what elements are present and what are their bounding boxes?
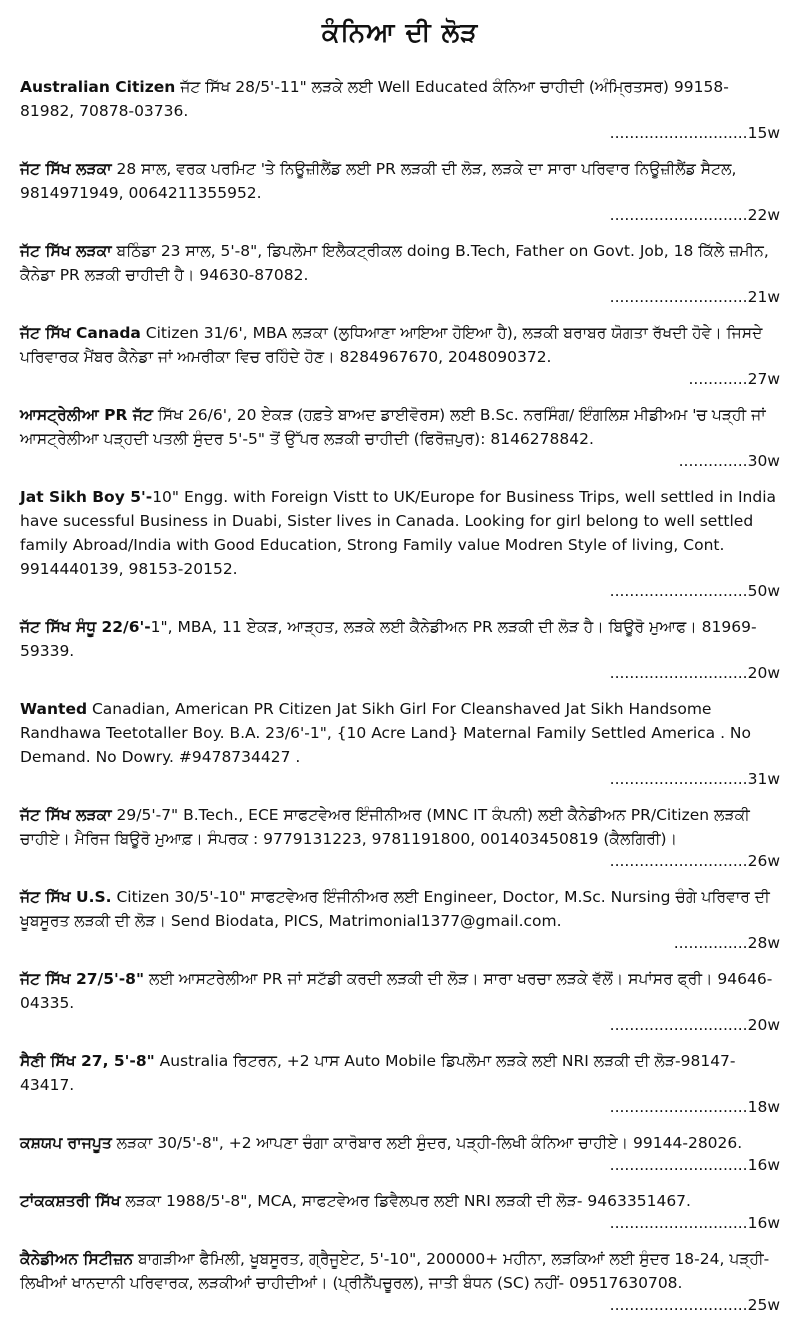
classified-ad bbox=[20, 157, 780, 227]
ad-list bbox=[20, 75, 780, 1317]
ad-code: ............................26w bbox=[609, 852, 780, 870]
ad-text: ਲੜਕਾ 1988/5'-8", MCA, ਸਾਫਟਵੇਅਰ ਡਿਵੈਲਪਰ ਲਈ NRI ਲੜਕੀ ਦੀ ਲੋੜ- 9463351467. bbox=[120, 1192, 691, 1210]
ad-code: ............................21w bbox=[609, 288, 780, 306]
classified-ad bbox=[20, 697, 780, 791]
ad-text: ਲਈ ਆਸਟਰੇਲੀਆ PR ਜਾਂ ਸਟੱਡੀ ਕਰਦੀ ਲੜਕੀ ਦੀ ਲੋੜ। ਸਾਰਾ ਖਰਚਾ ਲੜਕੇ ਵੱਲੋਂ। ਸਪਾਂਸਰ ਫ੍ਰੀ। 94646-04335. bbox=[20, 970, 773, 1012]
ad-code: ............................15w bbox=[609, 124, 780, 142]
ad-body bbox=[20, 1247, 780, 1295]
ad-code: ............................18w bbox=[609, 1098, 780, 1116]
ad-lead: ਕੈਨੇਡੀਅਨ ਸਿਟੀਜ਼ਨ bbox=[20, 1250, 134, 1268]
classified-ad bbox=[20, 485, 780, 603]
ad-lead: ਜੱਟ ਸਿੱਖ ਲੜਕਾ bbox=[20, 242, 112, 260]
ad-body bbox=[20, 967, 780, 1015]
page-title: ਕੰਨਿਆ ਦੀ ਲੋੜ bbox=[321, 18, 479, 48]
classified-ad bbox=[20, 803, 780, 873]
classified-ad bbox=[20, 75, 780, 145]
ad-lead: ਜੱਟ ਸਿੱਖ ਲੜਕਾ bbox=[20, 806, 112, 824]
ad-text: ਸਿੱਖ 26/6', 20 ਏਕੜ (ਹਫ਼ਤੇ ਬਾਅਦ ਡਾਈਵੋਰਸ) ਲਈ B.Sc. ਨਰਸਿੰਗ/ ਇੰਗਲਿਸ਼ ਮੀਡੀਅਮ 'ਚ ਪੜ੍ਹੀ ਜਾਂ ਆਸਟ੍ਰੇਲੀਆ ਪੜ੍ਹਦੀ ਪਤਲੀ ਸੁੰਦਰ 5'-5" ਤੋਂ ਉੱਪਰ ਲੜਕੀ ਚਾਹੀਦੀ (ਫਿਰੋਜ਼ਪੁਰ): 8146278842. bbox=[20, 406, 766, 448]
classified-ad bbox=[20, 1049, 780, 1119]
ad-text: ਲੜਕਾ 30/5'-8", +2 ਆਪਣਾ ਚੰਗਾ ਕਾਰੋਬਾਰ ਲਈ ਸੁੰਦਰ, ਪੜ੍ਹੀ-ਲਿਖੀ ਕੰਨਿਆ ਚਾਹੀਏ। 99144-28026. bbox=[111, 1134, 743, 1152]
classified-ad bbox=[20, 1189, 780, 1235]
ad-body bbox=[20, 615, 780, 663]
ad-lead: ਟਾਂਕਕਸ਼ਤਰੀ ਸਿੱਖ bbox=[20, 1192, 121, 1210]
ad-code: ............................16w bbox=[609, 1214, 780, 1232]
ad-lead: Wanted bbox=[20, 700, 88, 718]
ad-text: Australia ਰਿਟਰਨ, +2 ਪਾਸ Auto Mobile ਡਿਪਲੋਮਾ ਲੜਕੇ ਲਈ NRI ਲੜਕੀ ਦੀ ਲੋੜ-98147-43417. bbox=[20, 1052, 736, 1094]
ad-text: Canadian, American PR Citizen Jat Sikh Girl For Cleanshaved Jat Sikh Handsome Randhawa Teetotaller Boy. B.A. 23/6'-1", {10 Acre Land} Maternal Family Settled America . No Demand. No Dowry. #9478734427 . bbox=[20, 700, 752, 766]
ad-body bbox=[20, 1049, 780, 1097]
ad-lead: ਜੱਟ ਸਿੱਖ Canada bbox=[20, 324, 141, 342]
ad-text: ਜੱਟ ਸਿੱਖ 28/5'-11" ਲੜਕੇ ਲਈ Well Educated ਕੰਨਿਆ ਚਾਹੀਦੀ (ਅੰਮ੍ਰਿਤਸਰ) 99158-81982, 70878-03736. bbox=[20, 78, 729, 120]
ad-lead: ਸੈਣੀ ਸਿੱਖ 27, 5'-8" bbox=[20, 1052, 155, 1070]
ad-lead: Jat Sikh Boy 5'- bbox=[20, 488, 153, 506]
ad-body bbox=[20, 157, 780, 205]
ad-code: ............27w bbox=[688, 370, 780, 388]
ad-text: ਬਾਗੜੀਆ ਫੈਮਿਲੀ, ਖੂਬਸੂਰਤ, ਗ੍ਰੈਜੂਏਟ, 5'-10", 200000+ ਮਹੀਨਾ, ਲੜਕਿਆਂ ਲਈ ਸੁੰਦਰ 18-24, ਪੜ੍ਹੀ-ਲਿਖੀਆਂ ਖਾਨਦਾਨੀ ਪਰਿਵਾਰਕ, ਲੜਕੀਆਂ ਚਾਹੀਦੀਆਂ। (ਪ੍ਰੀਨੈਂਪਚੂਰਲ), ਜਾਤੀ ਬੰਧਨ (SC) ਨਹੀਂ- 09517630708. bbox=[20, 1250, 770, 1292]
ad-lead: ਜੱਟ ਸਿੱਖ 27/5'-8" bbox=[20, 970, 145, 988]
classified-ad bbox=[20, 321, 780, 391]
ad-text: 1", MBA, 11 ਏਕੜ, ਆੜ੍ਹਤ, ਲੜਕੇ ਲਈ ਕੈਨੇਡੀਅਨ PR ਲੜਕੀ ਦੀ ਲੋੜ ਹੈ। ਬਿਊਰੋ ਮੁਆਫ। 81969-59339. bbox=[20, 618, 757, 660]
ad-body bbox=[20, 885, 780, 933]
ad-code: ............................20w bbox=[609, 1016, 780, 1034]
ad-code: ............................50w bbox=[609, 582, 780, 600]
ad-body bbox=[20, 239, 780, 287]
classified-ad bbox=[20, 1131, 780, 1177]
ad-lead: Australian Citizen bbox=[20, 78, 176, 96]
ad-text: 28 ਸਾਲ, ਵਰਕ ਪਰਮਿਟ 'ਤੇ ਨਿਊਜ਼ੀਲੈਂਡ ਲਈ PR ਲੜਕੀ ਦੀ ਲੋੜ, ਲੜਕੇ ਦਾ ਸਾਰਾ ਪਰਿਵਾਰ ਨਿਊਜ਼ੀਲੈਂਡ ਸੈਟਲ, 9814971949, 0064211355952. bbox=[20, 160, 737, 202]
ad-body bbox=[20, 803, 780, 851]
ad-text: Citizen 31/6', MBA ਲੜਕਾ (ਲੁਧਿਆਣਾ ਆਇਆ ਹੋਇਆ ਹੈ), ਲੜਕੀ ਬਰਾਬਰ ਯੋਗਤਾ ਰੱਖਦੀ ਹੋਵੇ। ਜਿਸਦੇ ਪਰਿਵਾਰਕ ਮੈਂਬਰ ਕੈਨੇਡਾ ਜਾਂ ਅਮਰੀਕਾ ਵਿਚ ਰਹਿੰਦੇ ਹੋਣ। 8284967670, 2048090372. bbox=[20, 324, 763, 366]
ad-code: ............................16w bbox=[609, 1156, 780, 1174]
ad-lead: ਜੱਟ ਸਿੱਖ ਸੰਧੂ 22/6'- bbox=[20, 618, 151, 636]
ad-code: ............................31w bbox=[609, 770, 780, 788]
ad-body bbox=[20, 403, 780, 451]
ad-code: ...............28w bbox=[673, 934, 780, 952]
ad-text: 29/5'-7" B.Tech., ECE ਸਾਫਟਵੇਅਰ ਇੰਜੀਨੀਅਰ (MNC IT ਕੰਪਨੀ) ਲਈ ਕੈਨੇਡੀਅਨ PR/Citizen ਲੜਕੀ ਚਾਹੀਏ। ਮੈਰਿਜ ਬਿਊਰੋ ਮੁਆਫ਼। ਸੰਪਰਕ : 9779131223, 9781191800, 001403450819 (ਕੈਲਗਿਰੀ)। bbox=[20, 806, 750, 848]
ad-code: ..............30w bbox=[678, 452, 780, 470]
ad-text: Citizen 30/5'-10" ਸਾਫਟਵੇਅਰ ਇੰਜੀਨੀਅਰ ਲਈ Engineer, Doctor, M.Sc. Nursing ਚੰਗੇ ਪਰਿਵਾਰ ਦੀ ਖੂਬਸੂਰਤ ਲੜਕੀ ਦੀ ਲੋੜ। Send Biodata, PICS, Matrimonial1377@gmail.com. bbox=[20, 888, 770, 930]
ad-body bbox=[20, 485, 780, 581]
ad-lead: ਜੱਟ ਸਿੱਖ U.S. bbox=[20, 888, 112, 906]
classified-ad bbox=[20, 1247, 780, 1317]
classified-ad bbox=[20, 885, 780, 955]
ad-lead: ਆਸਟ੍ਰੇਲੀਆ PR ਜੱਟ bbox=[20, 406, 153, 424]
classified-ad bbox=[20, 615, 780, 685]
ad-text: 10" Engg. with Foreign Vistt to UK/Europe for Business Trips, well settled in India have sucessful Business in Duabi, Sister lives in Canada. Looking for girl belong to well settled family Abroad/India with Good Education, Strong Family value Modren Style of living, Cont. 9914440139, 98153-20152. bbox=[20, 488, 776, 578]
ad-lead: ਕਸ਼ਯਪ ਰਾਜਪੂਤ bbox=[20, 1134, 112, 1152]
classified-ad bbox=[20, 967, 780, 1037]
ad-lead: ਜੱਟ ਸਿੱਖ ਲੜਕਾ bbox=[20, 160, 112, 178]
ad-text: ਬਠਿੰਡਾ 23 ਸਾਲ, 5'-8", ਡਿਪਲੋਮਾ ਇਲੈਕਟ੍ਰੀਕਲ doing B.Tech, Father on Govt. Job, 18 ਕਿੱਲੇ ਜ਼ਮੀਨ, ਕੈਨੇਡਾ PR ਲੜਕੀ ਚਾਹੀਦੀ ਹੈ। 94630-87082. bbox=[20, 242, 769, 284]
ad-body bbox=[20, 75, 780, 123]
classified-ad bbox=[20, 403, 780, 473]
ad-body bbox=[20, 321, 780, 369]
ad-code: ............................22w bbox=[609, 206, 780, 224]
ad-code: ............................25w bbox=[609, 1296, 780, 1314]
ad-body bbox=[20, 697, 780, 769]
ad-body bbox=[20, 1189, 780, 1213]
ad-code: ............................20w bbox=[609, 664, 780, 682]
ad-body bbox=[20, 1131, 780, 1155]
classified-ad bbox=[20, 239, 780, 309]
